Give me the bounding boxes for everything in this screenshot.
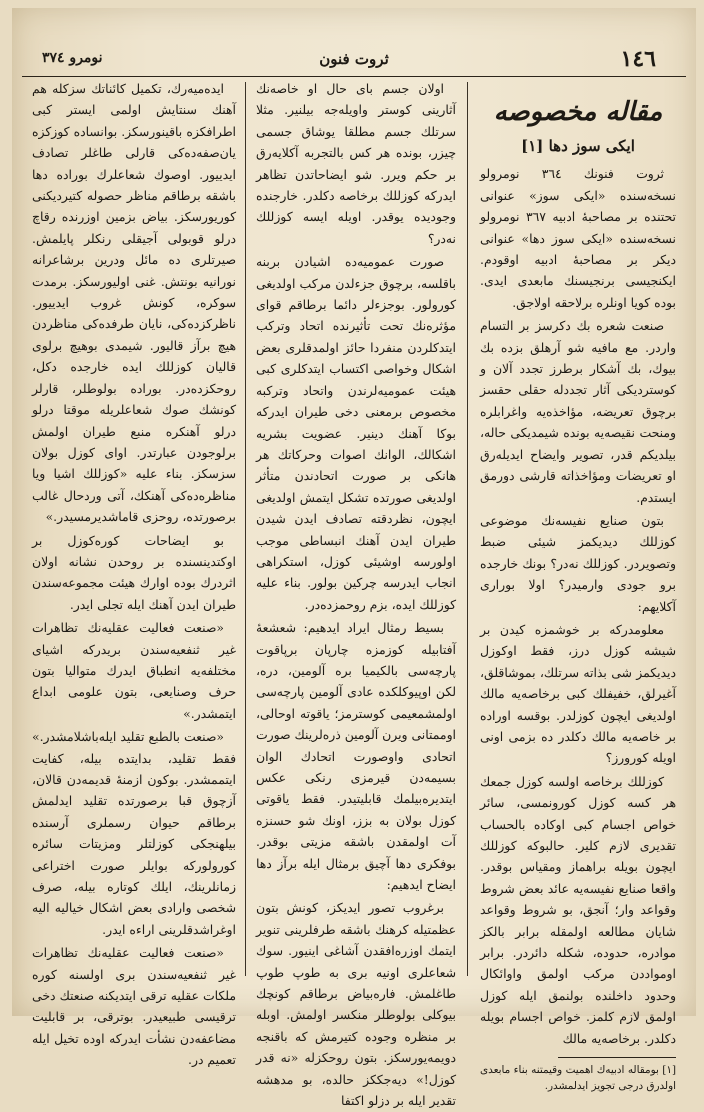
paragraph: ثروت فنونك ٣٦٤ نومرولو نسخه‌سنده «ایكی سوز» عنوانی تحتنده بر مصاحبهٔ ادبیه ٣٦٧ ‌نومرولو نسخه‌سنده «ایكی سوز دها» عنوانی دیكر بر مصاحبهٔ ادبیه اوقودم. ایكنجیسی برنجیسنك مابعدی ایدی. بوده كویا اونلره برلاحقه اولاجق. (480, 166, 676, 310)
paragraph: صورت عمومیه‌ده اشیادن بربنه باقلسه، برچوق جزءلدن مركب اولدیغی كورولور. بوجزءلر دائما برطاقم قوای مؤثره‌نك تحت تأثیرنده اتحاد وتركب ایتدكلردن منفردا حائز اولمدقلری بعض اشكال وخواصی اكتساب ایتدكلری كبی هیئت عمومیه‌لرندن واتحاد وتركبه مخصوص برمعنی دخی طیران ایدركه بوكا آهنك دینیر. عضویت بشریه اشكالك، الوانك اصوات وحركاتك هر هانكی بر صورت اتحادندن متأثر اولدیغی صورتده تشكل ایتمش اولدیغی ایچون، نظردقته تصادف ایدن شیدن طیران ایدن آهنك انبساطی موجب اولورسه اوشیئی كوزل، استكراهی انجاب ایدرسه چركین بولور. بناء علیه كوزللك ایده، بزم روحمزده‌در. (256, 254, 456, 612)
paragraph: معلومدركه بر خوشمزه كیدن بر شیشه كوزل درز، فقط اوكوزل دیدیكمز شی بذاته سرتلك، بموشاقلق، آغیرلق، خفیفلك كبی برخاصه‌یه مالك اولدیغی ایچون كوزلدر. بوقسه اوراده بر خاصه‌یه مالك دكلدر ده بزمی اونی اویله كورورز؟ (480, 621, 676, 766)
paragraph: كوزللك برخاصه اولسه كوزل جمعك هر كسه كوزل كورونمسی، سائر خواص اجسام كبی اوكاده بالحساب تقدیری لازم كلیر. حالبوكه كوزللك ایچون بویله براهماز ومقیاس بوقدر. واقعا صنایع نفیسه‌یه عائد بعض شروط وقواعد وار؛ آنجق، بو شروط وقواعد شایان مطالعه اولمقله برابر بالكز موادره، حدوده، شكله دائردر. برابر اومواددن مركب اولمق واوائكال وحدود داخلنده بولنمق ایله كوزل اولمق لازم كلمز. خواص اجسام بویله دكلدر. برخاصه‌یه مالك (480, 773, 676, 1046)
newspaper-page (12, 8, 696, 1109)
footnote: [١] بومقاله ادبیه‌ك اهمیت وقیمتنه بناء مابعدی اولدرق درجی تجویز ایدلمشدر. (480, 1064, 676, 1093)
paragraph: بسیط رمثال ایراد ایدهیم: شعشعهٔ آفتابیله كوزمزه چارپان برپاقوت پارچه‌سی بالكیمیا بره آلومین، دره، لكن اوپیوكلكده عادی آلومین پارچه‌سی اولمشمعیمی كوسترمز؛ یاقوته اوحالی، اوممتانی ویرن آلومین ذره‌لرینك صورت اتحادی واوصورت اتحادك الوان بسیمه‌دن قیرمزی رنكی عكس ایتدیره‌بیلمك قابلیتیدر. فقط یاقوتی كوزل بولان به بزز، اونك شو حسنزه آت اولمقدن باشقه مزیتی بوقدر. بوفكری دها آچیق برمثال ایله برآز دها ایضاح ایدهیم: (256, 620, 456, 893)
paragraph: صنعت شعره بك دكرسز بر التسام واردر. مع مافیه شو آرهلق بزده بك بیوك، بك آشكار برطرز تجدد آلان و كوستردیكی آثار تجددله حقلی حقسز برچوق تعریضه، مؤاخذه‌یه واغرابلره ومنحت نقیصه‌یه بونده شیمدیكی حاله، بیلدیكم قدر، تصویر وایضاح ایدیله‌رق او تعریضات ومؤاخذاته قارشی دورمق ایستدم. (480, 318, 676, 505)
paragraph: برغروب تصور ایدیكز، كونش بتون عظمتیله كرهنك باشقه طرفلرینی تنویر ایتمك اوزره‌افقدن آشاغی اینیور. سوك شعاعلری اونیه بری به طوپ طوپ طاغلمش. فاره‌بیاض برطاقم كونچك بیوكلی بولوطلر منكسر اولمش. اوبله بر منظره وجوده كتیرمش كه باقنجه دویمه‌یورسكز. بتون روحكزله «نه قدر كوزل!» دیه‌جككز حالده، بو مدهشه تقدیر ایله بر دزلو اكتفا (256, 900, 456, 1109)
paragraph: «صنعت فعالیت عقلیه‌نك تظاهرات غیر ثنفعیه‌سندن بریدركه اشیای مختلفه‌یه انطباق ایدرك متوالیا بتون حرف وصنایعی، بتون علومی ابداع ایتمشدر.» (32, 620, 236, 721)
footnote-divider (558, 1057, 676, 1058)
page-number: ١٤٦ (620, 46, 656, 72)
page-header (22, 46, 686, 77)
paragraph: «صنعت بالطبع تقلید ایله‌باشلامشدر.» فقط تقلید، بدایتده بیله، كفایت ایتممشدر. بوكون ازمنهٔ قدیمه‌دن قالان، آزچوق قبا برصورتده تقلید ایدلمش برطاقم حیوان رسملری آرسنده بیلهنجكی كوزلتلر ومزیتات سائره كورولوركه بوایلر صورت اختراعی زمانلرینك، ایلك كوتاره بیله، صرف شخصی وارادی بعض اشكال خیالیه الیه اوغراشدقلرینی اراءه ایدر. (32, 729, 236, 937)
column-left (32, 78, 236, 1068)
column-right (480, 78, 676, 1093)
paragraph: بو ایضاحات كوره‌كوزل بر اوكتدینسنده بر روحدن نشانه اولان اثردرك بوده اوارك هیئت مجموعه‌سندن طیران ایدن آهنك ایله تجلی ایدر. (32, 532, 236, 612)
paragraph: «صنعت فعالیت عقلیه‌نك تظاهرات غیر ثنفعیه‌سندن بری اولسنه كوره ملكات عقلیه ترقی ایتدیكنه صنعتك دخی ترقیسی طبیعیدر. بوترقی، بر قابلیت مضاعفه‌دن نشأت ایدركه اوده تخیل ایله تعمیم در. (32, 945, 236, 1068)
paragraph: اولان جسم بای حال او خاصه‌نك آثارینی كوستر واویله‌جه بیلنیر. مثلا سرتلك جسم مطلقا یوشاق جسمی چیزر، بونده هر كس بالتجربه آكلایه‌رق بر حكم ویرر. شو ایضاحاتدن تظاهر ایدركه كوزللك برخاصه دكلدر. خارجنده وجودیده یوقدر. اویله ایسه كوزللك نه‌در؟ (256, 81, 456, 246)
journal-title: ثروت فنون (319, 50, 389, 68)
paragraph: ایده‌میه‌رك، تكمیل كائناتك سزكله هم آهنك سنتایش اولمی ایستر كبی اطرافكزه باقینورسكز. بوانساده كوزكزه یان‌صفه‌ده‌كی قارلی طاغلر تصادف ایدییور. اوصوك شعاعلرك بوراده دها باشقه برطاقم مناظر حصوله كتیردیكنی كوریورسكز. بیاض بزمین اوزرنده رقاچ درلو قوبولی آجیقلی رنكلر پایلمش. صیرتلری ده مائل ودرین برشاعرانه نورانیه بونتش. غنی اولیورسكز. برمدت سوكره، كونش غروب ایدییور. ناظركزده‌كی، نایان طرفده‌كی مناظردن هیچ برآز قالیور. شیمدی بوهیچ برلوی قالیان كوزللك ایده خارجده دكل، روحكزده‌در. بوراده بولوطلر، قارلر كونشك صوك شعاعلریله موقتا درلو درلو آهنكره منبع طیران اولمش برلوجودن عبارتدر. اوای كوزل بولان سزسكز. بناء علیه «كوزللك اشیا ویا مناظره‌ده‌كی آهنكك، آتی وردحال غالب برصورتده، روحزی قاماشدیرمسیدر.» (32, 81, 236, 525)
column-divider (245, 82, 246, 976)
article-title: مقاله مخصوصه (493, 97, 663, 127)
column-divider (467, 82, 468, 976)
article-subtitle: ایكی سوز دها [١] (521, 137, 635, 155)
column-middle (256, 78, 456, 1109)
issue-number: نومرو ٣٧٤ (42, 50, 103, 66)
paragraph: بتون صنایع نفیسه‌نك موضوعی كوزللك دیدیكمز شیئی ضبط وتصویردر. كوزللك نه‌در؟ بونك خارجده برو جودی وارمیدر؟ اولا بوراری آكلایهم: (480, 512, 676, 614)
